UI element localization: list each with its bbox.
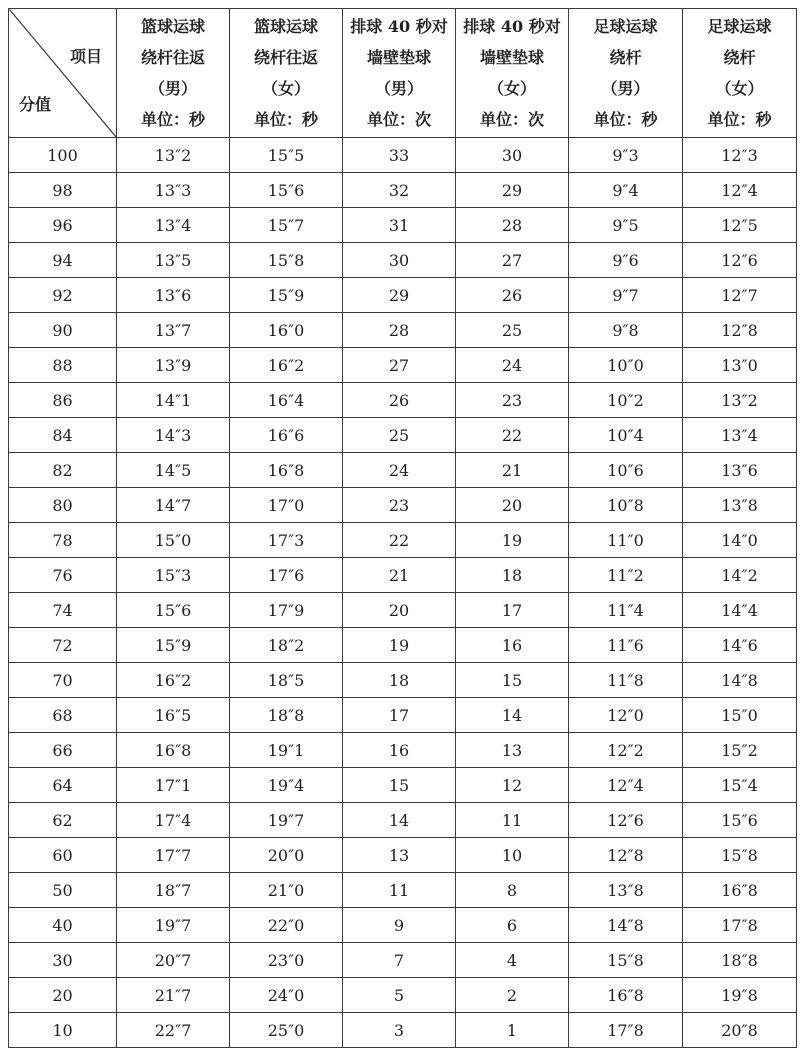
score-cell: 40 <box>9 908 117 943</box>
volleyball-female-cell: 8 <box>456 873 569 908</box>
header-line: 单位：次 <box>479 110 544 129</box>
football-female-cell: 12″5 <box>683 208 797 243</box>
volleyball-male-cell: 21 <box>343 558 456 593</box>
basketball-male-cell: 22″7 <box>117 1013 230 1048</box>
table-row <box>9 173 797 208</box>
volleyball-male-cell: 17 <box>343 698 456 733</box>
header-line: （男） <box>601 79 650 98</box>
football-female-cell: 12″4 <box>683 173 797 208</box>
football-male-cell: 14″8 <box>569 908 683 943</box>
basketball-male-cell: 14″7 <box>117 488 230 523</box>
football-female-cell: 15″6 <box>683 803 797 838</box>
score-cell: 100 <box>9 138 117 173</box>
header-line: （女） <box>487 79 536 98</box>
table-row <box>9 243 797 278</box>
volleyball-male-cell: 14 <box>343 803 456 838</box>
football-female-cell: 14″2 <box>683 558 797 593</box>
score-cell: 80 <box>9 488 117 523</box>
score-cell: 82 <box>9 453 117 488</box>
football-male-cell: 12″8 <box>569 838 683 873</box>
basketball-male-cell: 19″7 <box>117 908 230 943</box>
volleyball-female-cell: 24 <box>456 348 569 383</box>
basketball-female-cell: 19″1 <box>230 733 343 768</box>
basketball-female-cell: 15″5 <box>230 138 343 173</box>
volleyball-male-cell: 28 <box>343 313 456 348</box>
football-female-cell: 13″6 <box>683 453 797 488</box>
header-line: 排球 40 秒对 <box>350 17 448 36</box>
football-male-cell: 10″8 <box>569 488 683 523</box>
header-line: （男） <box>148 79 197 98</box>
football-female-cell: 14″0 <box>683 523 797 558</box>
table-row <box>9 873 797 908</box>
football-male-cell: 11″0 <box>569 523 683 558</box>
basketball-female-cell: 23″0 <box>230 943 343 978</box>
basketball-female-cell: 18″8 <box>230 698 343 733</box>
header-basketball-female <box>230 9 343 138</box>
header-line: 绕杆 <box>609 48 642 67</box>
header-line: 绕杆往返 <box>140 48 205 67</box>
table-row <box>9 558 797 593</box>
basketball-male-cell: 16″2 <box>117 663 230 698</box>
volleyball-female-cell: 6 <box>456 908 569 943</box>
football-male-cell: 12″6 <box>569 803 683 838</box>
football-male-cell: 10″2 <box>569 383 683 418</box>
football-female-cell: 12″6 <box>683 243 797 278</box>
score-cell: 76 <box>9 558 117 593</box>
table-row <box>9 663 797 698</box>
football-female-cell: 15″8 <box>683 838 797 873</box>
table-row <box>9 698 797 733</box>
header-line: 单位：秒 <box>593 110 658 129</box>
football-male-cell: 9″3 <box>569 138 683 173</box>
volleyball-male-cell: 30 <box>343 243 456 278</box>
football-male-cell: 12″2 <box>569 733 683 768</box>
basketball-female-cell: 19″4 <box>230 768 343 803</box>
header-line: 单位：秒 <box>707 110 772 129</box>
volleyball-female-cell: 19 <box>456 523 569 558</box>
basketball-female-cell: 18″2 <box>230 628 343 663</box>
volleyball-female-cell: 4 <box>456 943 569 978</box>
score-cell: 66 <box>9 733 117 768</box>
volleyball-female-cell: 17 <box>456 593 569 628</box>
football-female-cell: 15″4 <box>683 768 797 803</box>
header-line: （女） <box>261 79 310 98</box>
basketball-male-cell: 13″3 <box>117 173 230 208</box>
basketball-male-cell: 15″0 <box>117 523 230 558</box>
table-row <box>9 278 797 313</box>
football-male-cell: 11″4 <box>569 593 683 628</box>
score-cell: 64 <box>9 768 117 803</box>
header-football-male <box>569 9 683 138</box>
volleyball-male-cell: 11 <box>343 873 456 908</box>
header-line: （男） <box>374 79 423 98</box>
table-row <box>9 803 797 838</box>
score-cell: 74 <box>9 593 117 628</box>
table-row <box>9 908 797 943</box>
volleyball-female-cell: 22 <box>456 418 569 453</box>
header-row <box>9 9 797 138</box>
volleyball-female-cell: 29 <box>456 173 569 208</box>
volleyball-male-cell: 20 <box>343 593 456 628</box>
basketball-female-cell: 16″6 <box>230 418 343 453</box>
football-female-cell: 15″2 <box>683 733 797 768</box>
football-female-cell: 17″8 <box>683 908 797 943</box>
table-row <box>9 628 797 663</box>
volleyball-female-cell: 27 <box>456 243 569 278</box>
basketball-male-cell: 21″7 <box>117 978 230 1013</box>
header-line: 绕杆 <box>723 48 756 67</box>
score-cell: 78 <box>9 523 117 558</box>
table-row <box>9 348 797 383</box>
table-body <box>9 138 797 1048</box>
football-male-cell: 15″8 <box>569 943 683 978</box>
score-cell: 68 <box>9 698 117 733</box>
table-row <box>9 593 797 628</box>
table-row <box>9 1013 797 1048</box>
volleyball-female-cell: 25 <box>456 313 569 348</box>
football-male-cell: 10″0 <box>569 348 683 383</box>
volleyball-female-cell: 26 <box>456 278 569 313</box>
football-male-cell: 12″0 <box>569 698 683 733</box>
volleyball-female-cell: 15 <box>456 663 569 698</box>
corner-item-label: 项目 <box>69 47 102 66</box>
football-female-cell: 13″8 <box>683 488 797 523</box>
volleyball-female-cell: 30 <box>456 138 569 173</box>
basketball-male-cell: 17″1 <box>117 768 230 803</box>
basketball-female-cell: 15″6 <box>230 173 343 208</box>
football-female-cell: 16″8 <box>683 873 797 908</box>
header-volleyball-female <box>456 9 569 138</box>
score-cell: 60 <box>9 838 117 873</box>
football-male-cell: 10″6 <box>569 453 683 488</box>
football-female-cell: 14″8 <box>683 663 797 698</box>
table-row <box>9 313 797 348</box>
header-line: 单位：秒 <box>140 110 205 129</box>
football-female-cell: 13″4 <box>683 418 797 453</box>
score-cell: 98 <box>9 173 117 208</box>
basketball-female-cell: 24″0 <box>230 978 343 1013</box>
volleyball-male-cell: 23 <box>343 488 456 523</box>
football-male-cell: 16″8 <box>569 978 683 1013</box>
volleyball-male-cell: 22 <box>343 523 456 558</box>
football-male-cell: 11″2 <box>569 558 683 593</box>
basketball-female-cell: 17″6 <box>230 558 343 593</box>
volleyball-male-cell: 9 <box>343 908 456 943</box>
basketball-female-cell: 21″0 <box>230 873 343 908</box>
basketball-female-cell: 20″0 <box>230 838 343 873</box>
table-row <box>9 453 797 488</box>
volleyball-male-cell: 24 <box>343 453 456 488</box>
header-line: 足球运球 <box>707 17 772 36</box>
basketball-female-cell: 17″0 <box>230 488 343 523</box>
football-male-cell: 13″8 <box>569 873 683 908</box>
volleyball-female-cell: 21 <box>456 453 569 488</box>
score-cell: 86 <box>9 383 117 418</box>
football-female-cell: 19″8 <box>683 978 797 1013</box>
score-cell: 96 <box>9 208 117 243</box>
basketball-female-cell: 16″4 <box>230 383 343 418</box>
volleyball-male-cell: 13 <box>343 838 456 873</box>
football-female-cell: 13″0 <box>683 348 797 383</box>
football-female-cell: 20″8 <box>683 1013 797 1048</box>
volleyball-male-cell: 7 <box>343 943 456 978</box>
football-male-cell: 12″4 <box>569 768 683 803</box>
football-female-cell: 12″8 <box>683 313 797 348</box>
football-female-cell: 13″2 <box>683 383 797 418</box>
basketball-male-cell: 20″7 <box>117 943 230 978</box>
score-cell: 10 <box>9 1013 117 1048</box>
score-cell: 92 <box>9 278 117 313</box>
header-line: 墙壁垫球 <box>366 48 431 67</box>
football-female-cell: 18″8 <box>683 943 797 978</box>
football-male-cell: 9″6 <box>569 243 683 278</box>
volleyball-female-cell: 11 <box>456 803 569 838</box>
volleyball-male-cell: 16 <box>343 733 456 768</box>
basketball-male-cell: 17″7 <box>117 838 230 873</box>
volleyball-male-cell: 32 <box>343 173 456 208</box>
basketball-male-cell: 13″9 <box>117 348 230 383</box>
basketball-male-cell: 14″3 <box>117 418 230 453</box>
basketball-female-cell: 19″7 <box>230 803 343 838</box>
basketball-male-cell: 13″6 <box>117 278 230 313</box>
volleyball-female-cell: 20 <box>456 488 569 523</box>
table-row <box>9 733 797 768</box>
football-female-cell: 14″6 <box>683 628 797 663</box>
volleyball-male-cell: 31 <box>343 208 456 243</box>
football-male-cell: 10″4 <box>569 418 683 453</box>
table-row <box>9 838 797 873</box>
volleyball-male-cell: 25 <box>343 418 456 453</box>
basketball-male-cell: 15″3 <box>117 558 230 593</box>
basketball-female-cell: 16″2 <box>230 348 343 383</box>
football-female-cell: 12″7 <box>683 278 797 313</box>
volleyball-male-cell: 27 <box>343 348 456 383</box>
table-row <box>9 208 797 243</box>
basketball-male-cell: 13″5 <box>117 243 230 278</box>
corner-header-cell <box>9 9 117 138</box>
volleyball-male-cell: 29 <box>343 278 456 313</box>
football-male-cell: 9″5 <box>569 208 683 243</box>
volleyball-male-cell: 3 <box>343 1013 456 1048</box>
header-line: 足球运球 <box>593 17 658 36</box>
score-cell: 84 <box>9 418 117 453</box>
basketball-male-cell: 16″5 <box>117 698 230 733</box>
header-volleyball-male <box>343 9 456 138</box>
table-row <box>9 488 797 523</box>
volleyball-female-cell: 23 <box>456 383 569 418</box>
table-row <box>9 418 797 453</box>
header-line: 墙壁垫球 <box>479 48 544 67</box>
basketball-female-cell: 16″8 <box>230 453 343 488</box>
basketball-male-cell: 16″8 <box>117 733 230 768</box>
score-cell: 62 <box>9 803 117 838</box>
score-cell: 88 <box>9 348 117 383</box>
score-cell: 94 <box>9 243 117 278</box>
basketball-male-cell: 15″9 <box>117 628 230 663</box>
volleyball-male-cell: 5 <box>343 978 456 1013</box>
basketball-male-cell: 14″5 <box>117 453 230 488</box>
volleyball-male-cell: 33 <box>343 138 456 173</box>
basketball-male-cell: 13″2 <box>117 138 230 173</box>
score-cell: 72 <box>9 628 117 663</box>
football-male-cell: 11″6 <box>569 628 683 663</box>
football-male-cell: 9″8 <box>569 313 683 348</box>
volleyball-male-cell: 19 <box>343 628 456 663</box>
football-female-cell: 14″4 <box>683 593 797 628</box>
basketball-male-cell: 13″4 <box>117 208 230 243</box>
basketball-female-cell: 17″3 <box>230 523 343 558</box>
volleyball-female-cell: 12 <box>456 768 569 803</box>
table-row <box>9 523 797 558</box>
football-male-cell: 9″4 <box>569 173 683 208</box>
football-female-cell: 12″3 <box>683 138 797 173</box>
football-male-cell: 9″7 <box>569 278 683 313</box>
table-row <box>9 943 797 978</box>
basketball-female-cell: 22″0 <box>230 908 343 943</box>
header-line: 篮球运球 <box>140 17 205 36</box>
table-row <box>9 138 797 173</box>
header-line: 单位：次 <box>366 110 431 129</box>
header-line: 单位：秒 <box>253 110 318 129</box>
header-line: （女） <box>715 79 764 98</box>
basketball-male-cell: 14″1 <box>117 383 230 418</box>
score-cell: 70 <box>9 663 117 698</box>
volleyball-male-cell: 18 <box>343 663 456 698</box>
basketball-male-cell: 15″6 <box>117 593 230 628</box>
table-row <box>9 383 797 418</box>
volleyball-male-cell: 26 <box>343 383 456 418</box>
basketball-female-cell: 16″0 <box>230 313 343 348</box>
football-male-cell: 11″8 <box>569 663 683 698</box>
table-row <box>9 768 797 803</box>
header-football-female <box>683 9 797 138</box>
header-line: 篮球运球 <box>253 17 318 36</box>
volleyball-female-cell: 14 <box>456 698 569 733</box>
header-line: 排球 40 秒对 <box>463 17 561 36</box>
table-row <box>9 978 797 1013</box>
football-female-cell: 15″0 <box>683 698 797 733</box>
volleyball-female-cell: 10 <box>456 838 569 873</box>
corner-score-label: 分值 <box>19 95 52 114</box>
volleyball-female-cell: 18 <box>456 558 569 593</box>
basketball-male-cell: 17″4 <box>117 803 230 838</box>
volleyball-female-cell: 16 <box>456 628 569 663</box>
volleyball-female-cell: 28 <box>456 208 569 243</box>
volleyball-male-cell: 15 <box>343 768 456 803</box>
score-cell: 50 <box>9 873 117 908</box>
basketball-female-cell: 25″0 <box>230 1013 343 1048</box>
basketball-male-cell: 18″7 <box>117 873 230 908</box>
volleyball-female-cell: 1 <box>456 1013 569 1048</box>
basketball-female-cell: 15″8 <box>230 243 343 278</box>
basketball-female-cell: 17″9 <box>230 593 343 628</box>
volleyball-female-cell: 13 <box>456 733 569 768</box>
score-cell: 90 <box>9 313 117 348</box>
score-cell: 30 <box>9 943 117 978</box>
score-table <box>8 8 797 1048</box>
basketball-female-cell: 15″7 <box>230 208 343 243</box>
score-table-container <box>8 8 797 1048</box>
header-line: 绕杆往返 <box>253 48 318 67</box>
basketball-male-cell: 13″7 <box>117 313 230 348</box>
football-male-cell: 17″8 <box>569 1013 683 1048</box>
basketball-female-cell: 15″9 <box>230 278 343 313</box>
header-basketball-male <box>117 9 230 138</box>
volleyball-female-cell: 2 <box>456 978 569 1013</box>
basketball-female-cell: 18″5 <box>230 663 343 698</box>
score-cell: 20 <box>9 978 117 1013</box>
